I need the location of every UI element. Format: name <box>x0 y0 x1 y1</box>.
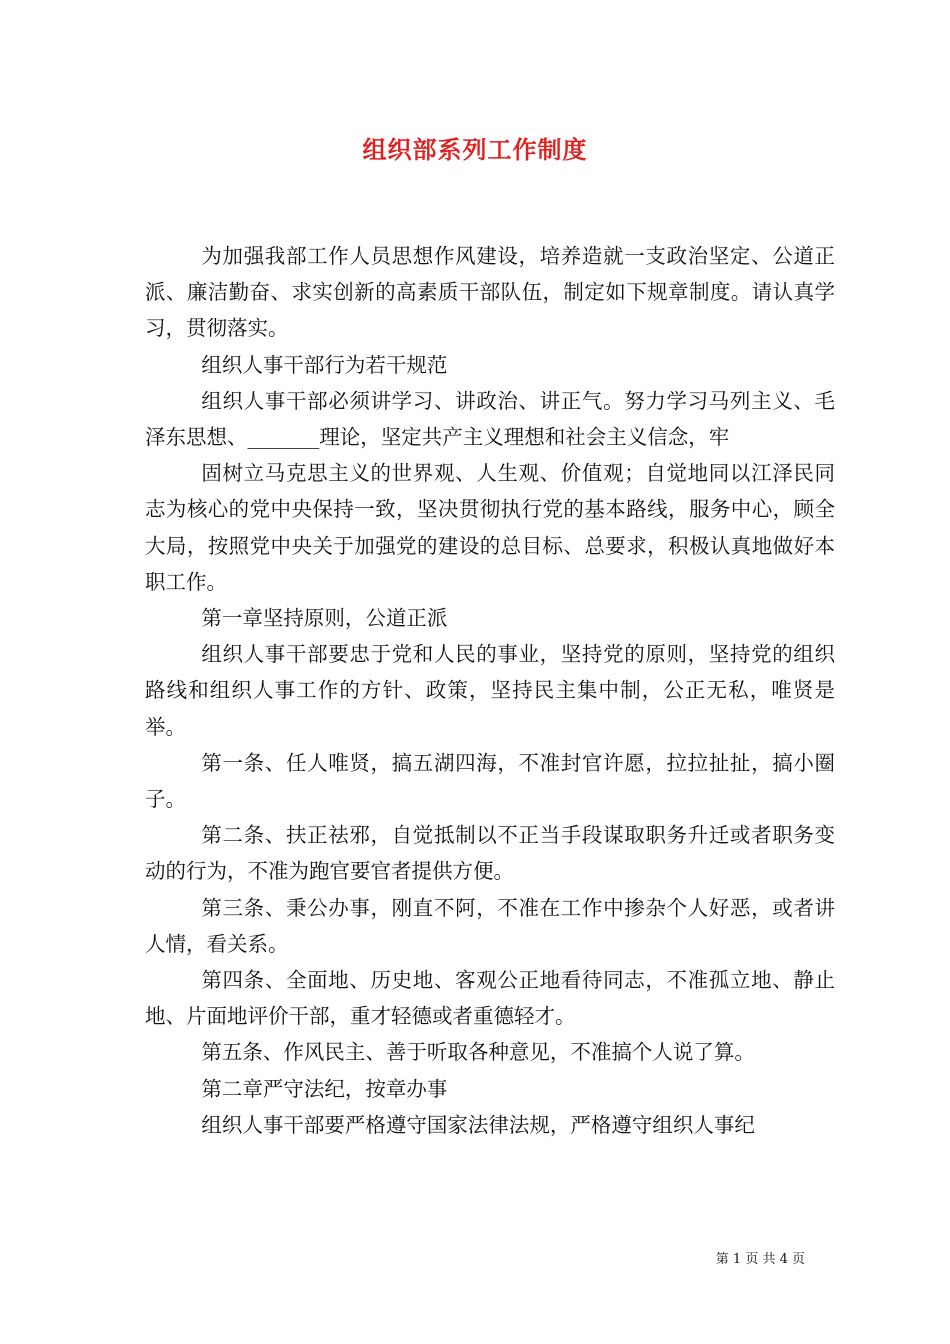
paragraph: 第五条、作风民主、善于听取各种意见，不准搞个人说了算。 <box>201 1040 755 1065</box>
paragraph: 组织人事干部要忠于党和人民的事业，坚持党的原则，坚持党的组织路线和组织人事工作的方针、政策，坚持民主集中制，公正无私，唯贤是举。 <box>145 642 835 739</box>
paragraph: 第三条、秉公办事，刚直不阿，不准在工作中掺杂个人好恶，或者讲人情，看关系。 <box>145 895 835 956</box>
paragraph: 第四条、全面地、历史地、客观公正地看待同志，不准孤立地、静止地、片面地评价干部，重才轻德或者重德轻才。 <box>145 968 835 1029</box>
paragraph: 组织人事干部要严格遵守国家法律法规，严格遵守组织人事纪 <box>201 1112 755 1137</box>
paragraph: 第二条、扶正祛邪，自觉抵制以不正当手段谋取职务升迁或者职务变动的行为，不准为跑官要官者提供方便。 <box>145 823 835 884</box>
document-title: 组织部系列工作制度 <box>362 135 588 164</box>
paragraph: 第一章坚持原则，公道正派 <box>201 606 448 631</box>
paragraph: 组织人事干部行为若干规范 <box>201 352 448 377</box>
paragraph: 第一条、任人唯贤，搞五湖四海，不准封官许愿，拉拉扯扯，搞小圈子。 <box>145 750 835 812</box>
paragraph: 第二章严守法纪，按章办事 <box>201 1076 448 1101</box>
paragraph: 组织人事干部必须讲学习、讲政治、讲正气。努力学习马列主义、毛泽东思想、_______理论，坚定共产主义理想和社会主义信念，牢 <box>145 388 835 450</box>
document-body <box>145 238 835 1143</box>
paragraph: 为加强我部工作人员思想作风建设，培养造就一支政治坚定、公道正派、廉洁勤奋、求实创新的高素质干部队伍，制定如下规章制度。请认真学习，贯彻落实。 <box>145 244 835 341</box>
page-number: 第 1 页 共 4 页 <box>715 1252 805 1267</box>
paragraph: 固树立马克思主义的世界观、人生观、价值观；自觉地同以江泽民同志为核心的党中央保持一致，坚决贯彻执行党的基本路线，服务中心，顾全大局，按照党中央关于加强党的建设的总目标、总要求，积极认真地做好本职工作。 <box>145 461 835 594</box>
